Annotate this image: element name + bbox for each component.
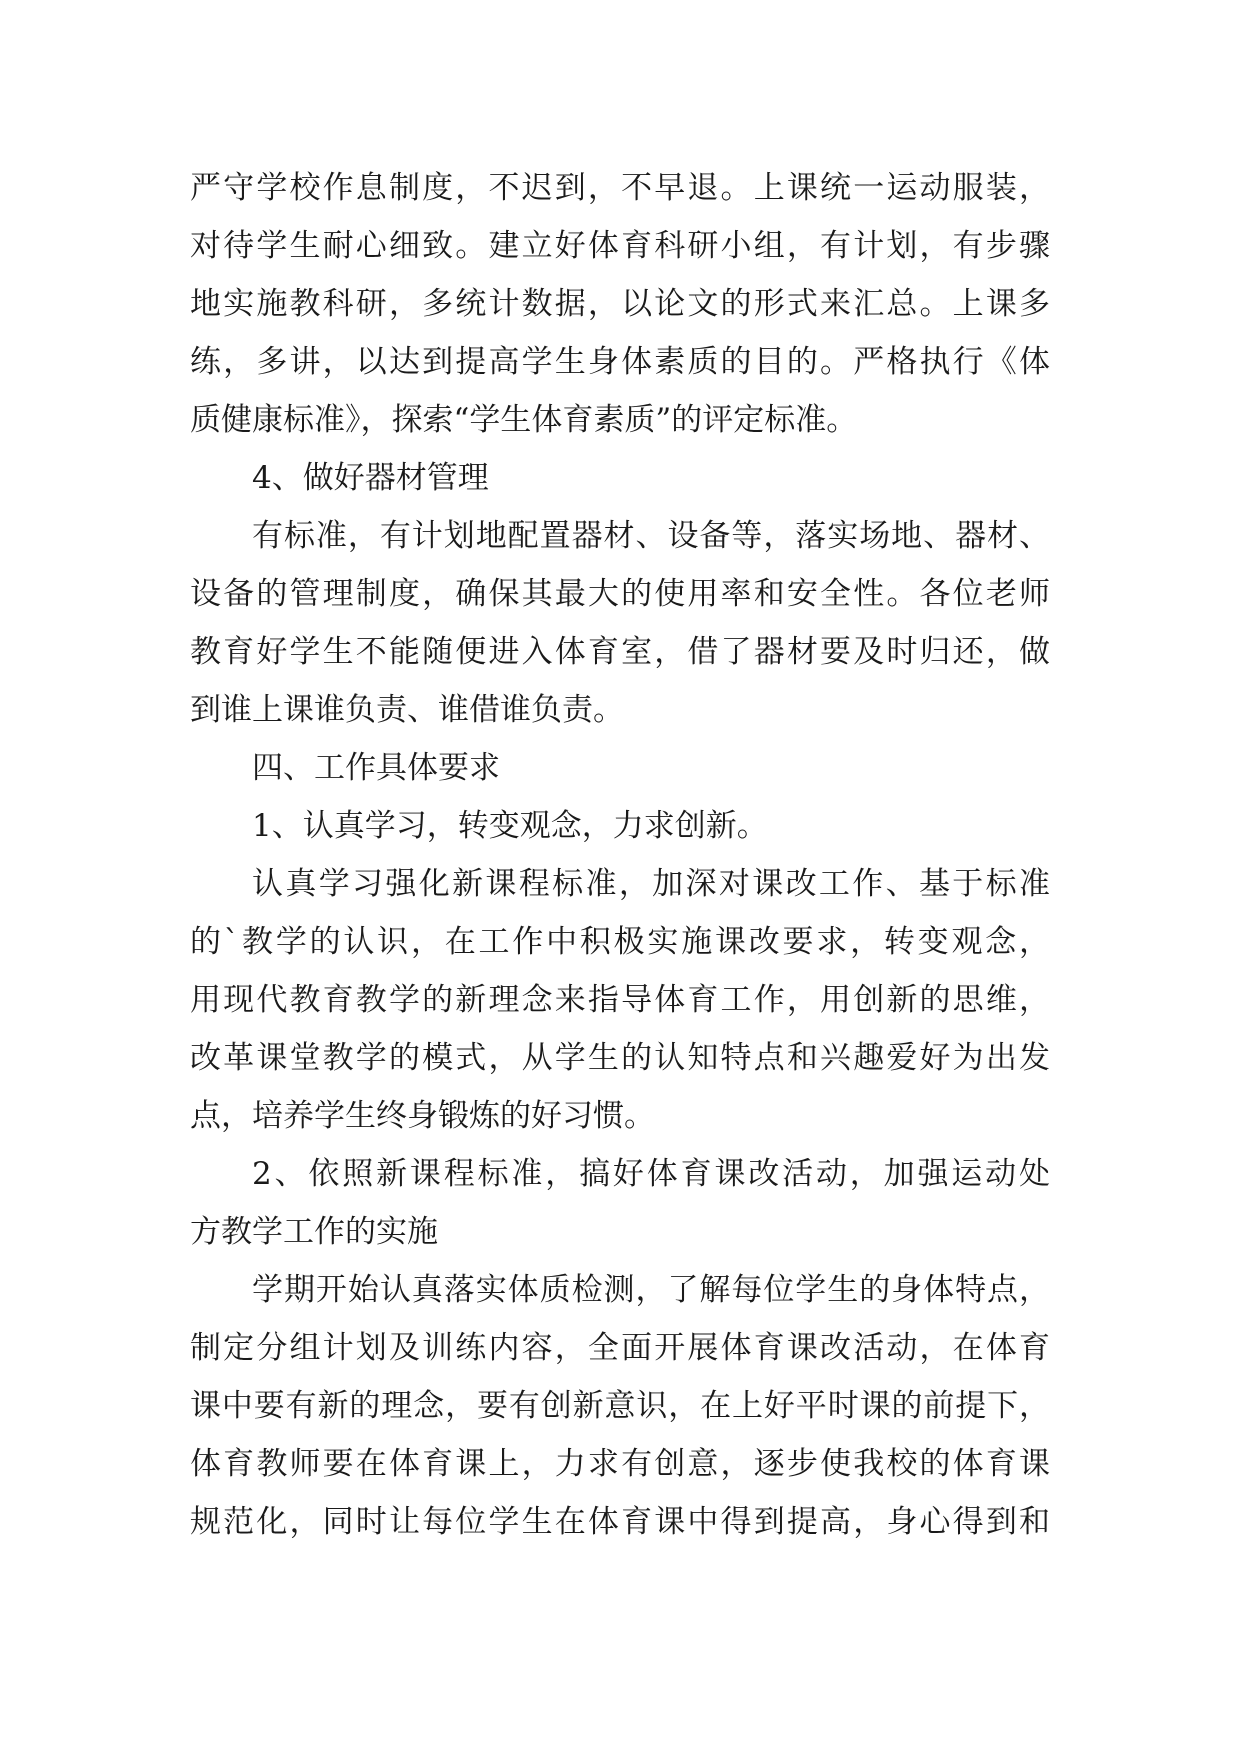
text-line: 1、认真学习，转变观念，力求创新。 — [252, 808, 768, 844]
text-line: 规范化，同时让每位学生在体育课中得到提高，身心得到和 — [190, 1504, 1050, 1540]
text-line: 四、工作具体要求 — [252, 750, 500, 786]
text-line: 认真学习强化新课程标准，加深对课改工作、基于标准 — [252, 866, 1050, 902]
text-line: 学期开始认真落实体质检测，了解每位学生的身体特点， — [252, 1272, 1050, 1308]
text-line: 2、依照新课程标准，搞好体育课改活动，加强运动处 — [252, 1156, 1050, 1192]
text-line: 严守学校作息制度，不迟到，不早退。上课统一运动服装， — [190, 170, 1050, 206]
text-line: 地实施教科研，多统计数据，以论文的形式来汇总。上课多 — [190, 286, 1050, 322]
text-line: 设备的管理制度，确保其最大的使用率和安全性。各位老师 — [190, 576, 1050, 612]
text-line: 用现代教育教学的新理念来指导体育工作，用创新的思维， — [190, 982, 1050, 1018]
text-line: 练，多讲，以达到提高学生身体素质的目的。严格执行《体 — [190, 344, 1050, 380]
text-line: 点，培养学生终身锻炼的好习惯。 — [190, 1098, 655, 1134]
text-line: 教育好学生不能随便进入体育室，借了器材要及时归还，做 — [190, 634, 1050, 670]
text-line: 的`教学的认识，在工作中积极实施课改要求，转变观念， — [190, 924, 1050, 960]
document-body — [190, 159, 1050, 1551]
text-line: 课中要有新的理念，要有创新意识，在上好平时课的前提下， — [190, 1388, 1050, 1424]
text-line: 制定分组计划及训练内容，全面开展体育课改活动，在体育 — [190, 1330, 1050, 1366]
text-line: 4、做好器材管理 — [252, 460, 489, 496]
text-line: 体育教师要在体育课上，力求有创意，逐步使我校的体育课 — [190, 1446, 1050, 1482]
text-line: 到谁上课谁负责、谁借谁负责。 — [190, 692, 624, 728]
text-line: 方教学工作的实施 — [190, 1214, 438, 1250]
text-line: 质健康标准》，探索“学生体育素质”的评定标准。 — [190, 402, 858, 438]
text-line: 有标准，有计划地配置器材、设备等，落实场地、器材、 — [252, 518, 1050, 554]
text-line: 对待学生耐心细致。建立好体育科研小组，有计划，有步骤 — [190, 228, 1050, 264]
text-line: 改革课堂教学的模式，从学生的认知特点和兴趣爱好为出发 — [190, 1040, 1050, 1076]
